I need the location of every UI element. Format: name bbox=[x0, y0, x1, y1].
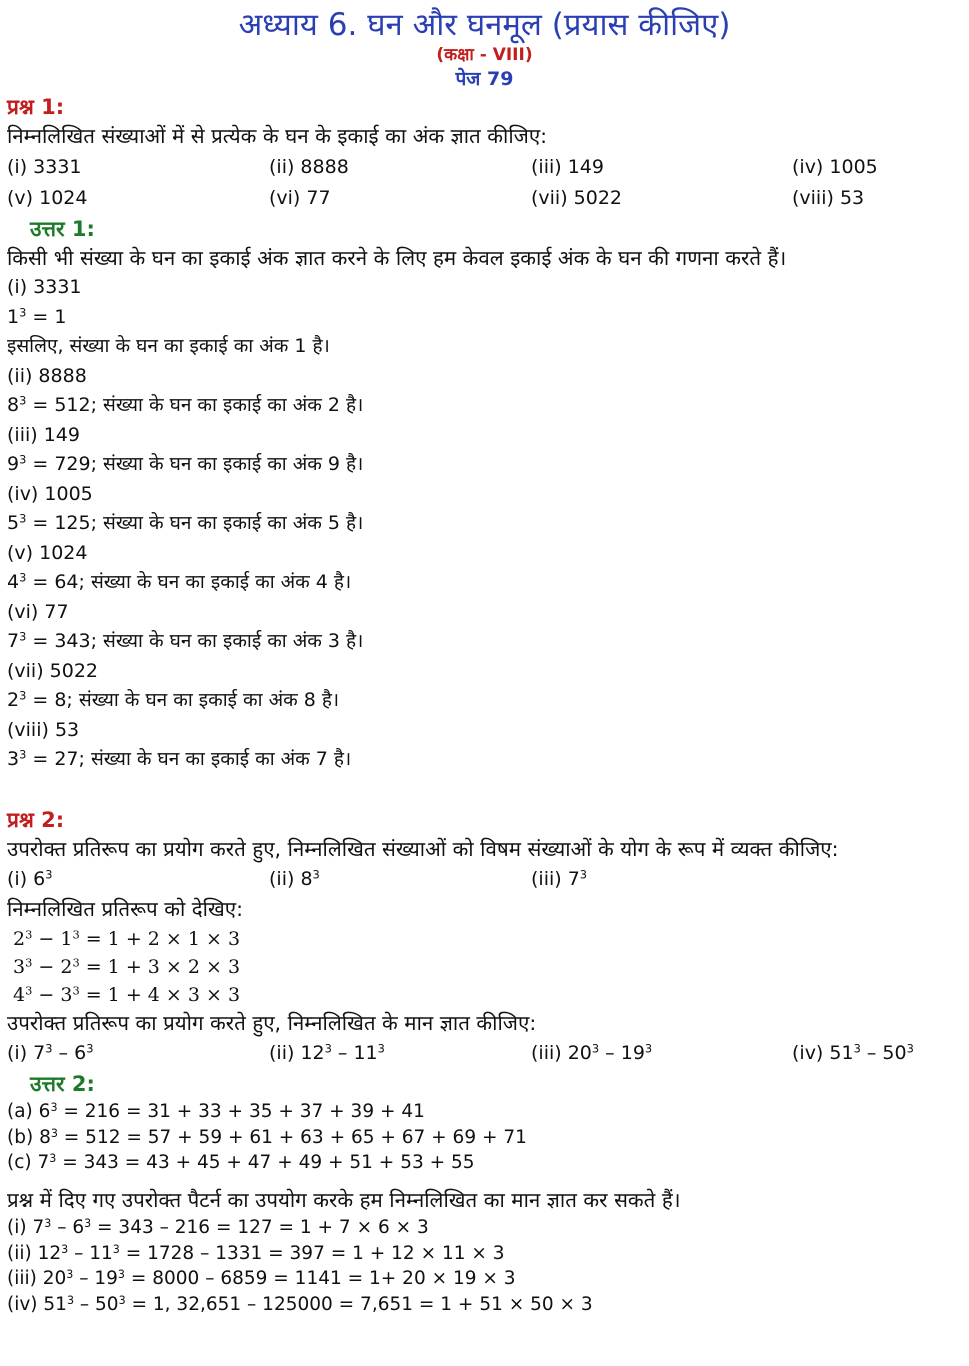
pattern-intro: निम्नलिखित प्रतिरूप को देखिए: bbox=[7, 897, 243, 921]
value-line: (iv) $51^3 - 50^3 = 1$, 32,651 – 125000 = 7,651 = 1 + 51 × 50 × 3 bbox=[7, 1293, 593, 1315]
option: (ii) 8888 bbox=[269, 155, 349, 178]
odd-sum-line: (a) $6^3 = 216 = 31 + 33 + 35 + 37 + 39 + 41$ bbox=[7, 1100, 425, 1122]
value-line: (i) $7^3 - 6^3 = 343 - 216 = 127 = 1 + 7 \times 6 \times 3$ bbox=[7, 1216, 429, 1238]
chapter-title: अध्याय 6. घन और घनमूल (प्रयास कीजिए) bbox=[238, 7, 731, 43]
option: (iii) $7^3$ bbox=[531, 867, 588, 890]
answer-item-label: (v) 1024 bbox=[7, 541, 88, 564]
answer-1-heading: उत्तर 1: bbox=[30, 216, 95, 241]
answer-item-label: (ii) 8888 bbox=[7, 364, 87, 387]
option: (iv) $51^3 - 50^3$ bbox=[792, 1041, 914, 1064]
value-line: (iii) $20^3 - 19^3 = 8000 - 6859 = 1141 = 1+ 20 \times 19 \times 3$ bbox=[7, 1267, 516, 1289]
answer-item-calc: $5^3 = 125$; संख्या के घन का इकाई का अंक 5 है। bbox=[7, 511, 364, 534]
answer-item-label: (i) 3331 bbox=[7, 276, 82, 298]
option: (ii) $8^3$ bbox=[269, 867, 320, 890]
question-2-text: उपरोक्त प्रतिरूप का प्रयोग करते हुए, निम्नलिखित संख्याओं को विषम संख्याओं के योग के रूप में व्यक्त कीजिए: bbox=[7, 836, 839, 861]
question-1-options-row-1 bbox=[0, 152, 969, 183]
answer-item-calc: $4^3 = 64$; संख्या के घन का इकाई का अंक 4 है। bbox=[7, 570, 352, 593]
spacer bbox=[0, 1176, 969, 1186]
answer-2-intro: प्रश्न में दिए गए उपरोक्त पैटर्न का उपयोग करके हम निम्नलिखित का मान ज्ञात कर सकते हैं। bbox=[7, 1187, 681, 1212]
option: (i) 3331 bbox=[7, 155, 82, 178]
option: (iv) 1005 bbox=[792, 155, 878, 178]
answer-item-label: (iii) 149 bbox=[7, 423, 80, 446]
option: (vi) 77 bbox=[269, 186, 331, 209]
option: (iii) 149 bbox=[531, 155, 604, 178]
answer-item-calc: $8^3 = 512$; संख्या के घन का इकाई का अंक 2 है। bbox=[7, 393, 364, 416]
answer-item-label: (iv) 1005 bbox=[7, 482, 93, 505]
class-label: (कक्षा - VIII) bbox=[436, 45, 533, 65]
pattern-line: $4^3 - 3^3 = 1 + 4 \times 3 \times 3$ bbox=[13, 983, 241, 1006]
option: (iii) $20^3 - 19^3$ bbox=[531, 1041, 653, 1064]
answer-1-conclusion: इसलिए, संख्या के घन का इकाई का अंक 1 है। bbox=[7, 335, 330, 357]
answer-item-label: (viii) 53 bbox=[7, 718, 80, 741]
question-2-text-2: उपरोक्त प्रतिरूप का प्रयोग करते हुए, निम्नलिखित के मान ज्ञात कीजिए: bbox=[7, 1010, 537, 1035]
page-number: पेज 79 bbox=[455, 68, 514, 90]
question-1-text: निम्नलिखित संख्याओं में से प्रत्येक के घन के इकाई का अंक ज्ञात कीजिए: bbox=[7, 124, 548, 148]
answer-item-label: (vi) 77 bbox=[7, 600, 69, 623]
value-line: (ii) $12^3 - 11^3 = 1728 - 1331 = 397 = 1 + 12 \times 11 \times 3$ bbox=[7, 1242, 505, 1264]
option: (ii) $12^3 - 11^3$ bbox=[269, 1041, 385, 1064]
pattern-line: $2^3 - 1^3 = 1 + 2 \times 1 \times 3$ bbox=[13, 927, 241, 950]
option: (v) 1024 bbox=[7, 186, 88, 209]
answer-item-calc: $3^3 = 27$; संख्या के घन का इकाई का अंक 7 है। bbox=[7, 747, 352, 770]
option: (i) $6^3$ bbox=[7, 867, 53, 890]
section-spacer bbox=[0, 775, 969, 805]
question-1-heading: प्रश्न 1: bbox=[7, 95, 65, 119]
answer-1-intro: किसी भी संख्या के घन का इकाई अंक ज्ञात करने के लिए हम केवल इकाई अंक के घन की गणना करते हैं। bbox=[7, 245, 787, 270]
answer-item-calc: $7^3 = 343$; संख्या के घन का इकाई का अंक 3 है। bbox=[7, 629, 364, 652]
answer-2-heading: उत्तर 2: bbox=[30, 1072, 95, 1096]
odd-sum-line: (c) $7^3 = 343 = 43 + 45 + 47 + 49 + 51 + 53 + 55$ bbox=[7, 1151, 475, 1173]
question-2-options-row-2 bbox=[0, 1038, 969, 1069]
question-2-options-row-1 bbox=[0, 864, 969, 895]
answer-item-calc: $9^3 = 729$; संख्या के घन का इकाई का अंक 9 है। bbox=[7, 452, 364, 475]
pattern-line: $3^3 - 2^3 = 1 + 3 \times 2 \times 3$ bbox=[13, 955, 241, 978]
question-1-options-row-2 bbox=[0, 183, 969, 214]
page-header bbox=[0, 6, 969, 92]
option: (viii) 53 bbox=[792, 186, 865, 209]
odd-sum-line: (b) $8^3 = 512 = 57 + 59 + 61 + 63 + 65 + 67 + 69 + 71$ bbox=[7, 1126, 527, 1148]
option: (vii) 5022 bbox=[531, 186, 623, 209]
question-2-heading: प्रश्न 2: bbox=[7, 807, 65, 832]
answer-item-calc: $2^3 = 8$; संख्या के घन का इकाई का अंक 8 है। bbox=[7, 688, 340, 711]
answer-item-label: (vii) 5022 bbox=[7, 659, 99, 682]
option: (i) $7^3 - 6^3$ bbox=[7, 1041, 94, 1064]
answer-item-calc: $1^3 = 1$ bbox=[7, 305, 67, 328]
